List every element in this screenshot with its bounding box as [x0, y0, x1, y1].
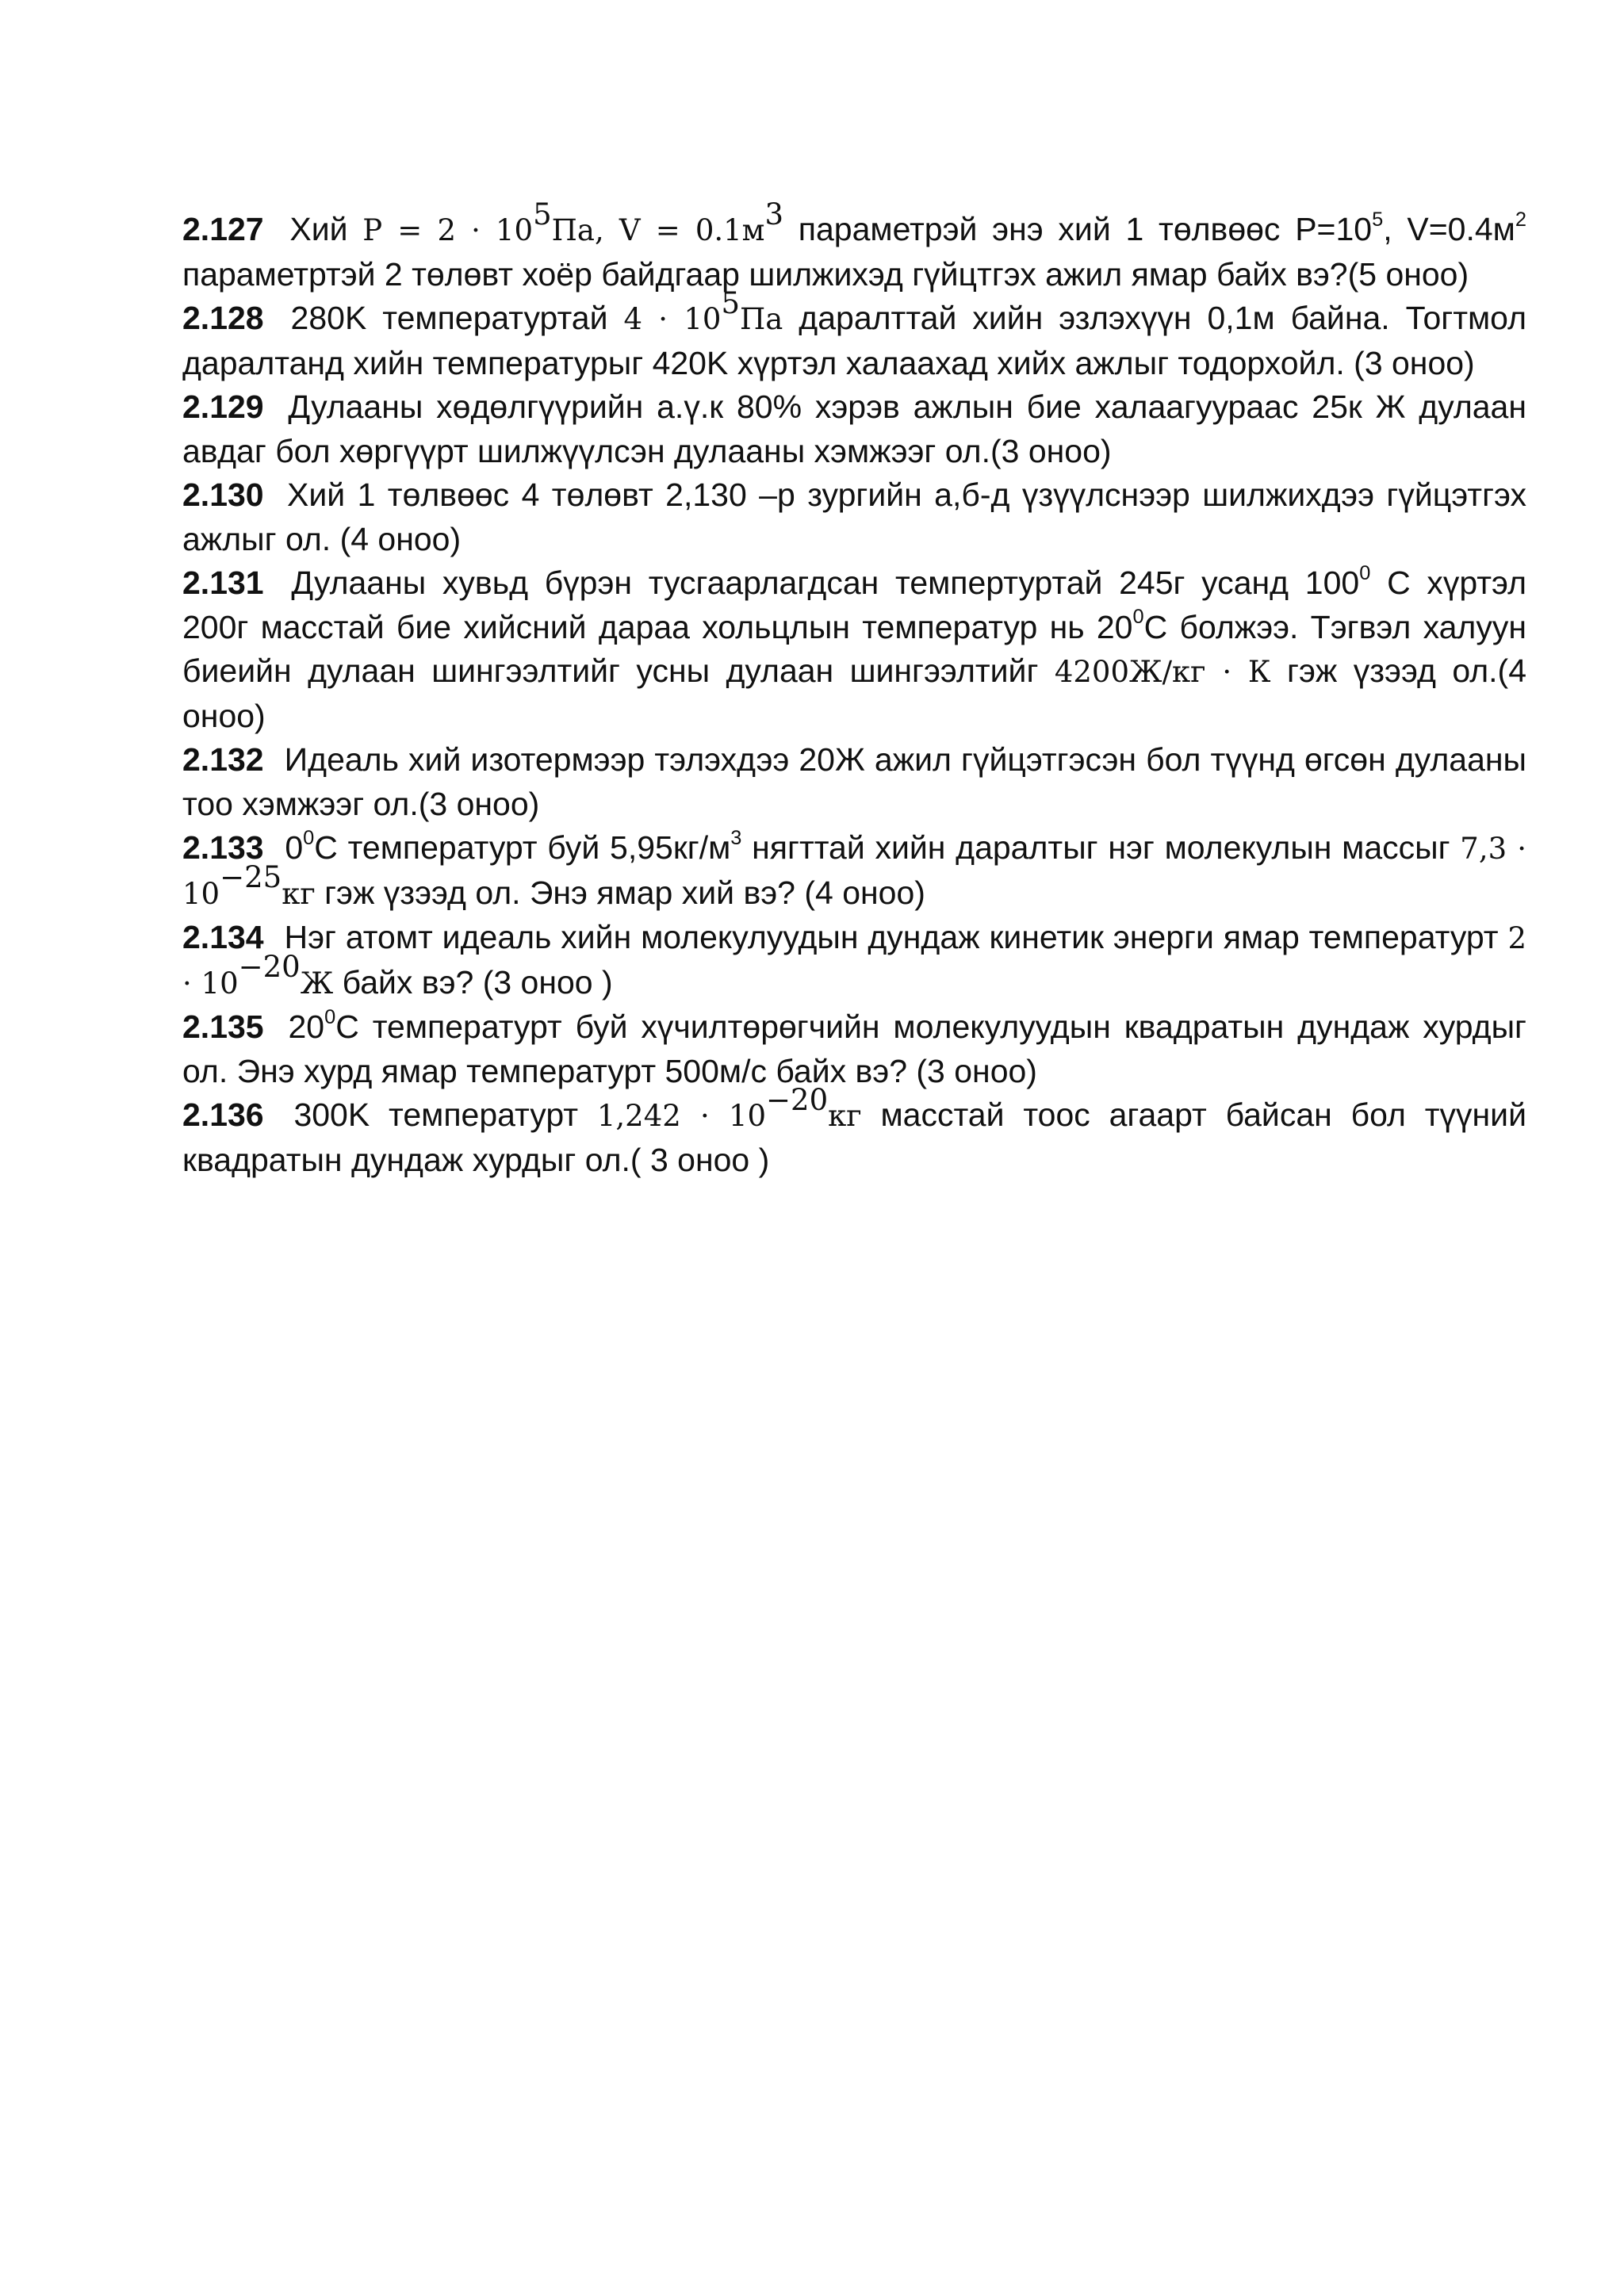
- problem-2-134: [182, 916, 1526, 1005]
- math-expression: Па: [740, 302, 783, 336]
- problem-number: 2.135: [182, 1008, 264, 1045]
- math-exponent: 3: [764, 197, 784, 232]
- problem-number: 2.129: [182, 388, 264, 425]
- problem-2-136: [182, 1082, 1526, 1182]
- problem-2-133: [182, 826, 1526, 916]
- math-expression: кг: [282, 876, 316, 911]
- math-expression: 2 · 10: [182, 921, 1526, 1001]
- math-expression: кг: [828, 1099, 862, 1133]
- math-expression: P = 2 · 10: [362, 213, 534, 247]
- superscript: 5: [1372, 208, 1384, 231]
- problem-number: 2.131: [182, 564, 264, 601]
- problem-text: С болжээ. Тэгвэл халуун биеийн дулаан шингээлтийг усны дулаан шингээлтийг: [182, 608, 1526, 689]
- math-expression: Ж: [300, 966, 334, 1001]
- problem-text: Хий: [274, 211, 363, 247]
- problem-text: С хүртэл 200г масстай бие хийсний дараа хольцлын температур нь 20: [182, 564, 1527, 645]
- math-exponent: −20: [766, 1082, 829, 1117]
- math-exponent: 5: [721, 285, 741, 320]
- problem-text: 0: [274, 829, 304, 866]
- problem-number: 2.127: [182, 211, 264, 247]
- problem-text: даралттай хийн эзлэхүүн 0,1м байна. Тогтмол даралтанд хийн температурыг 420K хүртэл халаахад хийх ажлыг тодорхойл. (3 оноо): [182, 300, 1527, 381]
- problem-text: Нэг атомт идеаль хийн молекулуудын дундаж кинетик энерги ямар температурт: [274, 919, 1508, 955]
- problem-text: Хий 1 төлвөөс 4 төлөвт 2,130 –р зургийн а,б-д үзүүлснээр шилжихдээ гүйцэтгэх ажлыг ол. (4 оноо): [182, 476, 1526, 557]
- math-exponent: −20: [238, 950, 301, 985]
- superscript: 0: [1132, 606, 1144, 629]
- problem-text: параметрэй энэ хий 1 төлвөөс P=10: [783, 211, 1373, 247]
- math-expression: 1,242 · 10: [596, 1099, 767, 1133]
- problem-text: 20: [274, 1008, 325, 1045]
- problem-2-132: [182, 738, 1526, 826]
- problem-number: 2.128: [182, 300, 264, 336]
- problem-2-131: [182, 561, 1526, 738]
- problem-2-130: [182, 473, 1526, 561]
- problem-number: 2.134: [182, 919, 264, 955]
- problem-text: байх вэ? (3 оноо ): [333, 963, 613, 1001]
- math-exponent: 5: [533, 197, 552, 232]
- superscript: 3: [730, 826, 742, 849]
- problem-text: Дулааны хувьд бүрэн тусгаарлагдсан темпертуртай 245г усанд 100: [274, 564, 1360, 601]
- math-expression: 4 · 10: [623, 302, 722, 336]
- superscript: 0: [1359, 561, 1371, 584]
- problem-text: гэж үзээд ол. Энэ ямар хий вэ? (4 оноо): [315, 874, 925, 911]
- superscript: 0: [324, 1005, 336, 1028]
- problem-text: 300K температурт: [274, 1096, 597, 1133]
- problem-number: 2.136: [182, 1096, 264, 1133]
- math-expression: Па, V = 0.1м: [551, 213, 765, 247]
- problem-text: 280K температуртай: [274, 300, 624, 336]
- problem-2-128: [182, 285, 1527, 385]
- problem-text: Идеаль хий изотермээр тэлэхдээ 20Ж ажил гүйцэтгэсэн бол түүнд өгсөн дулааны тоо хэмжээг ол.(3 оноо): [182, 741, 1526, 822]
- problem-list: [182, 197, 1527, 1182]
- problem-text: С температурт буй 5,95кг/м: [314, 829, 731, 866]
- math-exponent: −25: [220, 860, 282, 895]
- problem-text: С температурт буй хүчилтөрөгчийн молекулуудын квадратын дундаж хурдыг ол. Энэ хурд ямар температурт 500м/с байх вэ? (3 оноо): [182, 1008, 1526, 1089]
- problem-text: масстай тоос агаарт байсан бол түүний квадратын дундаж хурдыг ол.( 3 оноо ): [182, 1096, 1526, 1178]
- problem-text: параметртэй 2 төлөвт хоёр байдгаар шилжихэд гүйцтгэх ажил ямар байх вэ?(5 оноо): [182, 255, 1469, 293]
- problem-text: Дулааны хөдөлгүүрийн а.ү.к 80% хэрэв ажлын бие халаагуураас 25к Ж дулаан авдаг бол хөргүүрт шилжүүлсэн дулааны хэмжээг ол.(3 оноо): [182, 388, 1526, 469]
- problem-2-127: [182, 197, 1526, 297]
- problem-text: , V=0.4м: [1383, 211, 1515, 247]
- problem-number: 2.130: [182, 476, 264, 513]
- problem-2-135: [182, 1005, 1526, 1093]
- problem-number: 2.132: [182, 741, 264, 778]
- math-expression: 7,3 · 10: [182, 832, 1526, 911]
- problem-number: 2.133: [182, 829, 264, 866]
- problem-text: нягттай хийн даралтыг нэг молекулын массыг: [741, 829, 1461, 866]
- math-expression: 4200Ж/кг · К: [1054, 655, 1271, 689]
- problem-text: гэж үзээд ол.(4 оноо): [182, 652, 1526, 734]
- superscript: 0: [303, 826, 315, 849]
- superscript: 2: [1515, 208, 1526, 231]
- problem-2-129: [182, 385, 1526, 473]
